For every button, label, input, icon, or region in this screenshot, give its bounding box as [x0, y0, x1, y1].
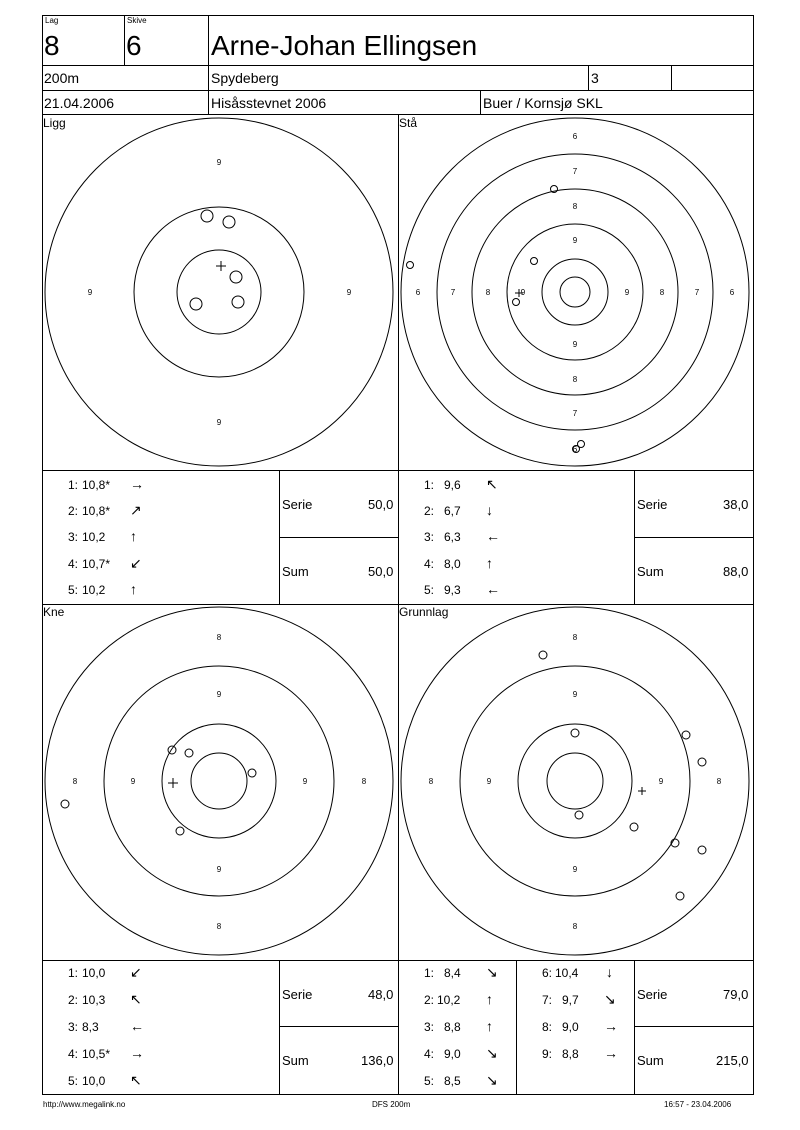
shot-number: 3:	[68, 530, 79, 544]
event-name: Hisåsstevnet 2006	[211, 95, 327, 111]
shot-number: 6:	[542, 966, 553, 980]
arrow-icon: ↙	[130, 964, 142, 980]
arrow-icon: ↘	[604, 991, 616, 1007]
hit-marker	[185, 749, 193, 757]
ring-label: 8	[485, 288, 491, 297]
serie-label: Serie	[637, 987, 668, 1002]
arrow-icon: ←	[486, 528, 500, 544]
shot-value: 8,8	[444, 1020, 461, 1034]
hit-marker	[248, 769, 256, 777]
hit-marker	[698, 758, 706, 766]
ring-label: 9	[346, 288, 352, 297]
center-cross	[168, 778, 178, 788]
hit-marker	[190, 298, 202, 310]
panel-title-grunnlag: Grunnlag	[399, 605, 449, 619]
sum-label: Sum	[282, 564, 309, 579]
sum-label: Sum	[282, 1053, 309, 1068]
serie-value: 38,0	[723, 497, 749, 512]
shot-number: 1:	[68, 478, 79, 492]
skive-label: Skive	[127, 16, 147, 25]
shot-value: 10,0	[82, 966, 106, 980]
shot-value: 9,6	[444, 478, 461, 492]
range-name: Buer / Kornsjø SKL	[483, 95, 603, 111]
shot-value: 9,0	[562, 1020, 579, 1034]
shot-number: 2:	[424, 504, 435, 518]
ring-label: 6	[572, 132, 578, 141]
club: Spydeberg	[211, 70, 279, 86]
lag-label: Lag	[45, 16, 59, 25]
shot-number: 4:	[424, 557, 435, 571]
ring-label: 8	[428, 777, 434, 786]
target-ligg	[45, 118, 393, 466]
shot-number: 4:	[424, 1047, 435, 1061]
ring-label: 9	[572, 236, 578, 245]
panel-title-kne: Kne	[43, 605, 65, 619]
ring-label: 9	[572, 340, 578, 349]
ring-label: 9	[624, 288, 630, 297]
ring-label: 7	[694, 288, 700, 297]
shot-value: 9,0	[444, 1047, 461, 1061]
arrow-icon: ↗	[130, 502, 142, 518]
shot-number: 4:	[68, 1047, 79, 1061]
arrow-icon: ↓	[606, 964, 613, 980]
shot-number: 2:	[424, 993, 435, 1007]
arrow-icon: ↖	[486, 476, 498, 492]
arrow-icon: ↑	[486, 1018, 493, 1034]
serie-label: Serie	[282, 987, 313, 1002]
arrow-icon: ↑	[130, 581, 137, 597]
hit-marker	[232, 296, 244, 308]
target-kne	[45, 607, 393, 955]
sum-label: Sum	[637, 1053, 664, 1068]
ring-label: 7	[450, 288, 456, 297]
arrow-icon: ↘	[486, 1072, 498, 1088]
ring-label: 8	[72, 777, 78, 786]
shot-value: 8,4	[444, 966, 461, 980]
ring-label: 8	[572, 922, 578, 931]
ring-label: 9	[520, 288, 526, 297]
shot-value: 8,3	[82, 1020, 99, 1034]
date: 21.04.2006	[44, 95, 115, 111]
hits-ligg	[190, 210, 244, 310]
arrow-icon: ↖	[130, 991, 142, 1007]
arrow-icon: ↘	[486, 964, 498, 980]
hit-marker	[201, 210, 213, 222]
shot-value: 9,3	[444, 583, 461, 597]
hit-marker	[682, 731, 690, 739]
hit-marker	[176, 827, 184, 835]
shot-value: 10,2	[82, 530, 106, 544]
shot-number: 1:	[424, 478, 435, 492]
ring-label: 8	[572, 202, 578, 211]
footer-timestamp: 16:57 - 23.04.2006	[664, 1100, 732, 1109]
serie-value: 50,0	[368, 497, 394, 512]
serie-value: 48,0	[368, 987, 394, 1002]
hit-marker	[407, 262, 414, 269]
hit-marker	[571, 729, 579, 737]
hit-marker	[630, 823, 638, 831]
ring-label: 6	[415, 288, 421, 297]
ring-label: 8	[572, 633, 578, 642]
arrow-icon: ←	[130, 1018, 144, 1034]
arrow-icon: →	[130, 1045, 144, 1061]
sum-value: 215,0	[716, 1053, 749, 1068]
distance: 200m	[44, 70, 80, 86]
shot-value: 10,4	[555, 966, 579, 980]
shot-value: 10,5*	[82, 1047, 111, 1061]
arrow-icon: ↑	[486, 555, 493, 571]
shot-number: 3:	[424, 1020, 435, 1034]
shot-value: 10,7*	[82, 557, 111, 571]
hit-marker	[61, 800, 69, 808]
shot-number: 1:	[68, 966, 79, 980]
ring-label: 9	[130, 777, 136, 786]
shot-value: 10,3	[82, 993, 106, 1007]
shooter-name: Arne-Johan Ellingsen	[211, 30, 478, 61]
arrow-icon: ←	[486, 581, 500, 597]
shot-value: 8,5	[444, 1074, 461, 1088]
hit-marker	[168, 746, 176, 754]
shot-number: 1:	[424, 966, 435, 980]
class: 3	[591, 70, 599, 86]
serie-label: Serie	[637, 497, 668, 512]
arrow-icon: →	[130, 476, 144, 492]
shot-number: 4:	[68, 557, 79, 571]
ring-label: 8	[216, 922, 222, 931]
shot-number: 5:	[68, 1074, 79, 1088]
ring-label: 9	[486, 777, 492, 786]
center-cross	[638, 787, 646, 795]
ring-label: 8	[716, 777, 722, 786]
sum-value: 136,0	[361, 1053, 394, 1068]
ring-label: 8	[361, 777, 367, 786]
sum-value: 88,0	[723, 564, 749, 579]
arrow-icon: ↙	[130, 555, 142, 571]
serie-value: 79,0	[723, 987, 749, 1002]
shot-number: 5:	[424, 583, 435, 597]
ring-label: 9	[216, 158, 222, 167]
shot-number: 3:	[68, 1020, 79, 1034]
hits-grunnlag	[539, 651, 706, 900]
ring-label: 9	[87, 288, 93, 297]
shot-value: 10,0	[82, 1074, 106, 1088]
ring-label: 9	[572, 690, 578, 699]
hit-marker	[513, 299, 520, 306]
shot-value: 10,8*	[82, 478, 111, 492]
arrow-icon: ↓	[486, 502, 493, 518]
arrow-icon: →	[604, 1018, 618, 1034]
skive-value: 6	[126, 30, 142, 61]
hits-sta	[407, 186, 585, 453]
ring-label: 9	[658, 777, 664, 786]
arrow-icon: →	[604, 1045, 618, 1061]
shot-number: 7:	[542, 993, 553, 1007]
footer-url[interactable]: http://www.megalink.no	[43, 1100, 126, 1109]
shot-number: 5:	[68, 583, 79, 597]
ring-label: 8	[572, 375, 578, 384]
shot-number: 2:	[68, 993, 79, 1007]
hit-marker	[230, 271, 242, 283]
lag-value: 8	[44, 30, 60, 61]
shot-value: 10,2	[82, 583, 106, 597]
shot-value: 8,0	[444, 557, 461, 571]
shot-value: 10,8*	[82, 504, 111, 518]
hit-marker	[223, 216, 235, 228]
shot-value: 8,8	[562, 1047, 579, 1061]
sum-label: Sum	[637, 564, 664, 579]
arrow-icon: ↘	[486, 1045, 498, 1061]
shot-number: 5:	[424, 1074, 435, 1088]
hit-marker	[531, 258, 538, 265]
ring-label: 9	[216, 418, 222, 427]
shot-number: 3:	[424, 530, 435, 544]
shot-value: 10,2	[437, 993, 461, 1007]
ring-label: 9	[302, 777, 308, 786]
shot-value: 9,7	[562, 993, 579, 1007]
ring-label: 8	[659, 288, 665, 297]
panel-title-ligg: Ligg	[43, 116, 66, 130]
ring-label: 9	[216, 690, 222, 699]
ring-label: 6	[572, 445, 578, 454]
panel-title-sta: Stå	[399, 116, 418, 130]
ring-label: 9	[572, 865, 578, 874]
hit-marker	[698, 846, 706, 854]
hit-marker	[575, 811, 583, 819]
hits-kne	[61, 746, 256, 835]
serie-label: Serie	[282, 497, 313, 512]
shot-number: 2:	[68, 504, 79, 518]
ring-label: 7	[572, 167, 578, 176]
ring-label: 7	[572, 409, 578, 418]
arrow-icon: ↖	[130, 1072, 142, 1088]
hit-marker	[539, 651, 547, 659]
hit-marker	[676, 892, 684, 900]
ring-label: 8	[216, 633, 222, 642]
ring-label: 9	[216, 865, 222, 874]
arrow-icon: ↑	[486, 991, 493, 1007]
shot-value: 6,7	[444, 504, 461, 518]
center-cross	[216, 261, 226, 271]
ring-label: 6	[729, 288, 735, 297]
shot-number: 9:	[542, 1047, 553, 1061]
sum-value: 50,0	[368, 564, 394, 579]
arrow-icon: ↑	[130, 528, 137, 544]
shot-number: 8:	[542, 1020, 553, 1034]
target-grunnlag	[401, 607, 749, 955]
footer-program: DFS 200m	[372, 1100, 411, 1109]
shot-value: 6,3	[444, 530, 461, 544]
